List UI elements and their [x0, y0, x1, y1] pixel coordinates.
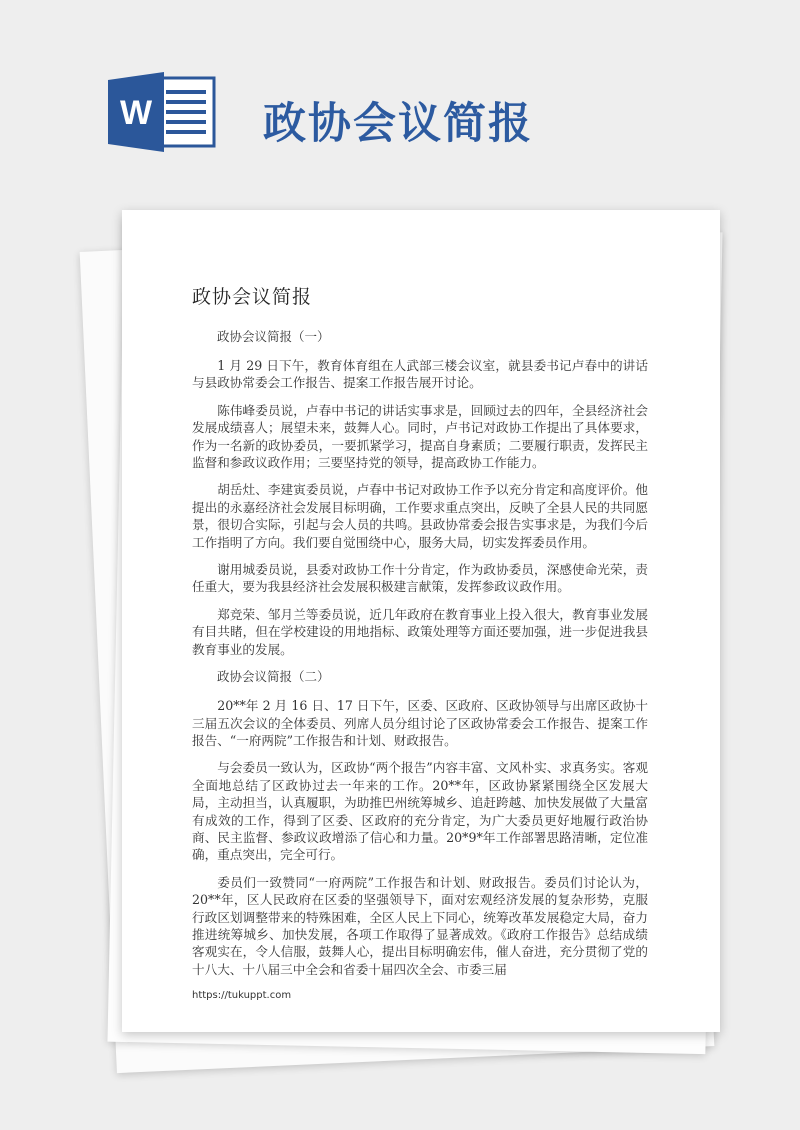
document-body [192, 328, 648, 988]
section-heading: 政协会议简报（一） [217, 329, 330, 344]
paragraph: 委员们一致赞同“一府两院”工作报告和计划、财政报告。委员们讨论认为，20**年，区人民政府在区委的坚强领导下，面对宏观经济发展的复杂形势，克服行政区划调整带来的特殊困难，全区人民上下同心，统筹改革发展稳定大局，奋力推进统筹城乡、加快发展，各项工作取得了显著成效。《政府工作报告》总结成绩客观实在，令人信服，鼓舞人心，提出目标明确宏伟，催人奋进，充分贯彻了党的十八大、十八届三中全会和省委十届四次全会、市委三届 [192, 874, 648, 977]
document-page [122, 210, 720, 1032]
word-document-icon [108, 72, 218, 152]
paragraph: 郑竞荣、邹月兰等委员说，近几年政府在教育事业上投入很大，教育事业发展有目共睹，但在学校建设的用地指标、政策处理等方面还要加强，进一步促进我县教育事业的发展。 [192, 606, 648, 657]
header-title: 政协会议简报 [263, 99, 533, 149]
footer-url: https://tukuppt.com [192, 990, 292, 1001]
paragraph: 胡岳灶、李建寅委员说，卢春中书记对政协工作予以充分肯定和高度评价。他提出的永嘉经济社会发展目标明确，工作要求重点突出，反映了全县人民的共同愿景，很切合实际，引起与会人员的共鸣。县政协常委会报告实事求是，为我们今后工作指明了方向。我们要自觉围绕中心，服务大局，切实发挥委员作用。 [192, 482, 648, 550]
paragraph: 谢用城委员说，县委对政协工作十分肯定，作为政协委员，深感使命光荣，责任重大，要为我县经济社会发展积极建言献策，发挥参政议政作用。 [192, 562, 648, 595]
word-logo [108, 72, 218, 152]
section-heading: 政协会议简报（二） [217, 669, 330, 685]
paragraph: 与会委员一致认为，区政协“两个报告”内容丰富、文风朴实、求真务实。客观全面地总结了区政协过去一年来的工作。20**年，区政协紧紧围绕全区发展大局，主动担当，认真履职，为助推巴州统筹城乡、追赶跨越、加快发展做了大量富有成效的工作，得到了区委、区政府的充分肯定，为广大委员更好地履行政治协商、民主监督、参政议政增添了信心和力量。20*9*年工作部署思路清晰，定位准确，重点突出，完全可行。 [192, 760, 648, 863]
document-title: 政协会议简报 [192, 286, 313, 308]
paragraph: 陈伟峰委员说，卢春中书记的讲话实事求是，回顾过去的四年，全县经济社会发展成绩喜人；展望未来，鼓舞人心。同时，卢书记对政协工作提出了具体要求，作为一名新的政协委员，一要抓紧学习，提高自身素质；二要履行职责，发挥民主监督和参政议政作用；三要坚持党的领导，提高政协工作能力。 [192, 402, 648, 471]
word-logo-letter: W [119, 94, 153, 132]
paragraph: 1 月 29 日下午，教育体育组在人武部三楼会议室，就县委书记卢春中的讲话与县政协常委会工作报告、提案工作报告展开讨论。 [192, 358, 648, 391]
paragraph: 20**年 2 月 16 日、17 日下午，区委、区政府、区政协领导与出席区政协十三届五次会议的全体委员、列席人员分组讨论了区政协常委会工作报告、提案工作报告、“一府两院”工作报告和计划、财政报告。 [192, 698, 648, 748]
